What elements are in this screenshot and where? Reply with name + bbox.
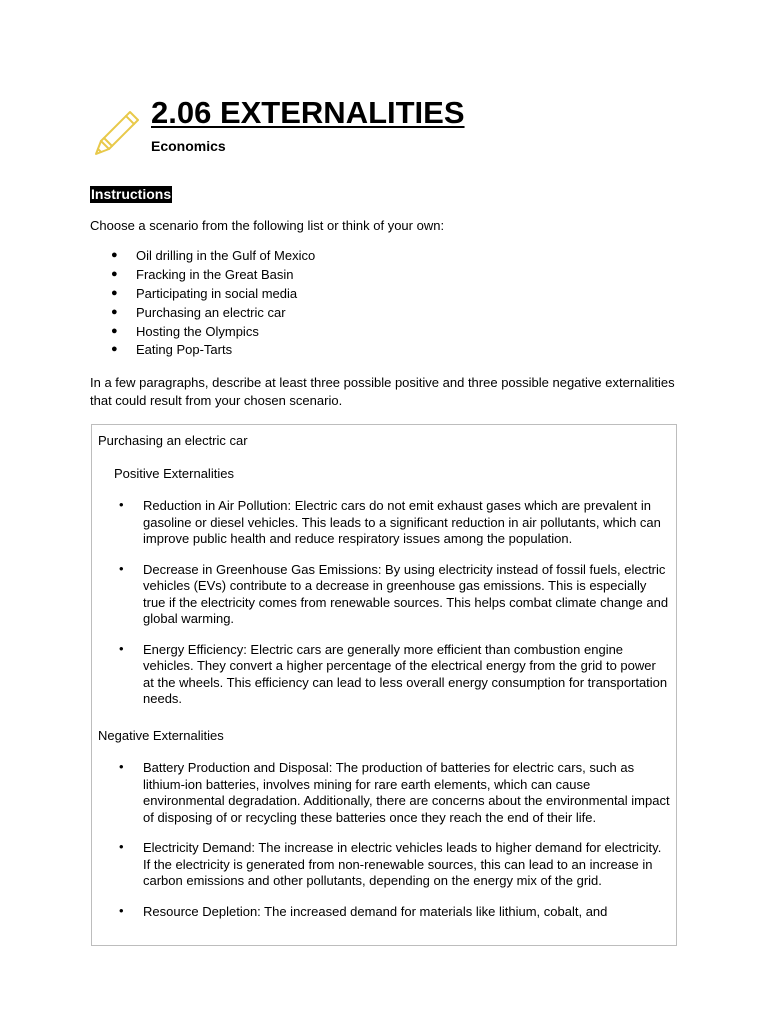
list-item [90, 323, 315, 342]
bullet-icon: • [119, 839, 124, 854]
scenario-text: Oil drilling in the Gulf of Mexico [136, 248, 316, 263]
externality-text: Electricity Demand: The increase in electric vehicles leads to higher demand for electricity. If the electricity is generated from non-renewable sources, this can lead to an increase in carbon emissions and other pollutants, depending on the energy mix of the grid. [143, 840, 662, 888]
list-item [92, 904, 676, 921]
bullet-icon: • [119, 902, 124, 918]
list-item [92, 642, 676, 708]
list-item [90, 285, 315, 304]
externality-text: Decrease in Greenhouse Gas Emissions: By using electricity instead of fossil fuels, electric vehicles (EVs) contribute to a decrease in greenhouse gas emissions. This is especially true if the electricity comes from renewable sources. This helps combat climate change and global warming. [143, 561, 669, 626]
bullet-icon: • [119, 497, 124, 512]
negative-externalities-heading: Negative Externalities [98, 728, 224, 743]
scenario-text: Participating in social media [136, 285, 298, 301]
pencil-icon [88, 104, 142, 158]
bullet-icon: ● [111, 286, 118, 299]
page-title: 2.06 EXTERNALITIES [151, 95, 465, 130]
instructions-label: Instructions [91, 186, 172, 202]
task-description: In a few paragraphs, describe at least three possible positive and three possible negative externalities that could result from your chosen scenario. [90, 375, 675, 408]
instructions-prompt: Choose a scenario from the following list or think of your own: [90, 218, 445, 233]
list-item [92, 760, 676, 826]
scenario-text: Hosting the Olympics [136, 323, 259, 339]
list-item [90, 304, 315, 323]
bullet-icon: • [119, 640, 124, 656]
positive-externalities-heading: Positive Externalities [114, 466, 234, 481]
externality-text: Resource Depletion: The increased demand for materials like lithium, cobalt, and [143, 903, 608, 919]
bullet-icon: • [119, 759, 124, 774]
bullet-icon: ● [111, 343, 118, 356]
negative-externalities-list [92, 760, 676, 920]
positive-externalities-list [92, 498, 676, 708]
list-item [92, 562, 676, 628]
page-subtitle: Economics [151, 138, 226, 154]
chosen-scenario: Purchasing an electric car [98, 433, 248, 448]
bullet-icon: ● [111, 305, 118, 318]
list-item [92, 840, 676, 890]
bullet-icon: ● [111, 267, 118, 280]
list-item [90, 341, 315, 360]
list-item [90, 266, 315, 285]
answer-box[interactable] [91, 424, 677, 946]
list-item [92, 498, 676, 548]
scenario-text: Eating Pop-Tarts [136, 342, 233, 358]
externality-text: Energy Efficiency: Electric cars are generally more efficient than combustion engine vehicles. They convert a higher percentage of the electrical energy from the grid to power at the wheels. This efficiency can lead to less overall energy consumption for transportation needs. [143, 641, 668, 706]
scenario-list [90, 247, 315, 360]
scenario-text: Fracking in the Great Basin [136, 266, 294, 282]
externality-text: Reduction in Air Pollution: Electric cars do not emit exhaust gases which are prevalent in gasoline or diesel vehicles. This leads to a significant reduction in air pollutants, which can improve public health and reduce respiratory issues among the population. [143, 498, 661, 546]
list-item [90, 247, 315, 266]
bullet-icon: ● [111, 324, 118, 337]
bullet-icon: • [119, 560, 124, 576]
scenario-text: Purchasing an electric car [136, 304, 286, 320]
bullet-icon: ● [111, 249, 118, 261]
externality-text: Battery Production and Disposal: The production of batteries for electric cars, such as lithium-ion batteries, involves mining for rare earth elements, which can cause environmental degradation. Additionally, there are concerns about the environmental impact of disposing of or recycling these batteries once they reach the end of their life. [143, 760, 670, 825]
